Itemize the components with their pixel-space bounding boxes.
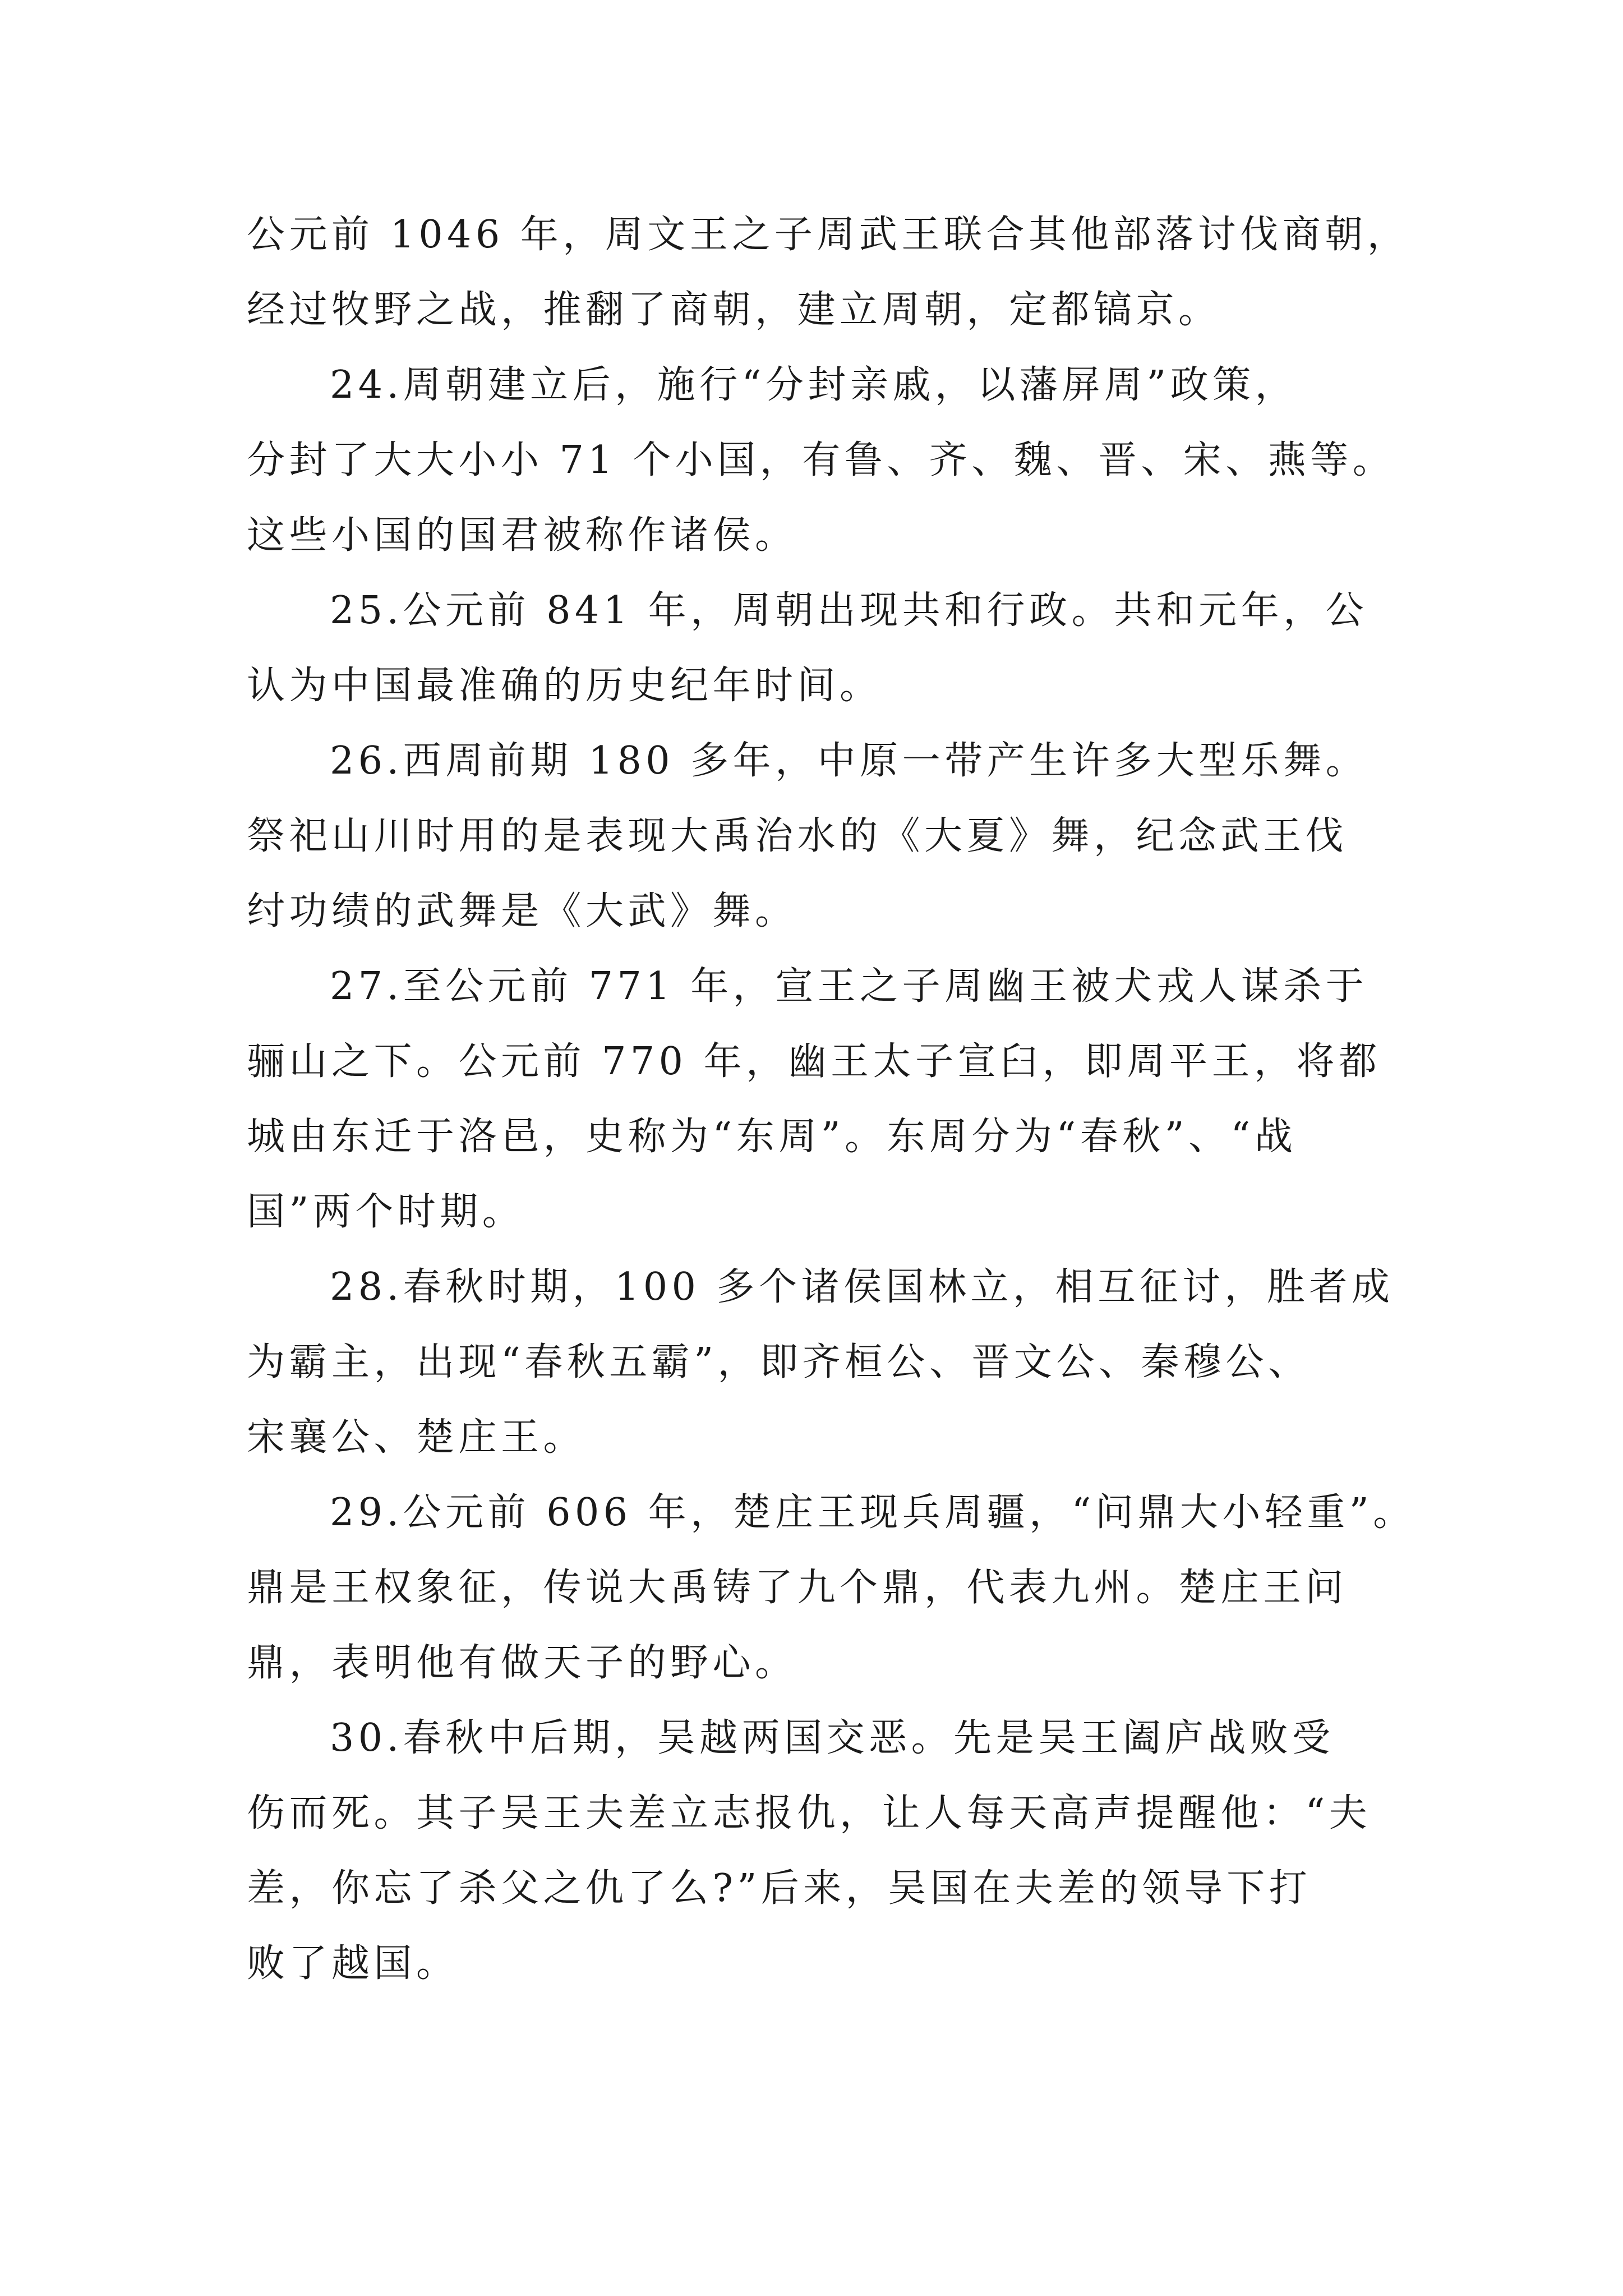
paragraph-line: 败了越国。 — [247, 1941, 459, 1986]
document-body — [247, 197, 1415, 2001]
paragraph-line: 经过牧野之战，推翻了商朝，建立周朝，定都镐京。 — [247, 288, 1221, 332]
paragraph-line: 为霸主，出现“春秋五霸”，即齐桓公、晋文公、秦穆公、 — [247, 1340, 1311, 1384]
paragraph-line: 国”两个时期。 — [247, 1190, 525, 1234]
paragraph-line: 这些小国的国君被称作诸侯。 — [247, 513, 797, 558]
paragraph-line: 认为中国最准确的历史纪年时间。 — [247, 664, 882, 708]
paragraph-line: 伤而死。其子吴王夫差立志报仇，让人每天高声提醒他：“夫 — [247, 1791, 1372, 1835]
paragraph-24-first-line: 24.周朝建立后，施行“分封亲戚，以藩屏周”政策， — [330, 363, 1298, 407]
paragraph-26-first-line: 26.西周前期 180 多年，中原一带产生许多大型乐舞。 — [330, 739, 1368, 783]
paragraph-25-first-line: 25.公元前 841 年，周朝出现共和行政。共和元年，公 — [330, 588, 1368, 633]
paragraph-28-first-line: 28.春秋时期，100 多个诸侯国林立，相互征讨，胜者成 — [330, 1265, 1394, 1309]
paragraph-line: 分封了大大小小 71 个小国，有鲁、齐、魏、晋、宋、燕等。 — [247, 438, 1395, 482]
paragraph-30-first-line: 30.春秋中后期，吴越两国交恶。先是吴王阖庐战败受 — [330, 1716, 1335, 1760]
paragraph-line: 公元前 1046 年，周文王之子周武王联合其他部落讨伐商朝， — [247, 213, 1410, 257]
paragraph-line: 鼎，表明他有做天子的野心。 — [247, 1641, 797, 1685]
paragraph-line: 鼎是王权象征，传说大禹铸了九个鼎，代表九州。楚庄王问 — [247, 1566, 1348, 1610]
paragraph-line: 差，你忘了杀父之仇了么?”后来，吴国在夫差的领导下打 — [247, 1866, 1312, 1911]
paragraph-line: 宋襄公、楚庄王。 — [247, 1415, 586, 1460]
paragraph-line: 纣功绩的武舞是《大武》舞。 — [247, 889, 797, 933]
paragraph-line: 祭祀山川时用的是表现大禹治水的《大夏》舞，纪念武王伐 — [247, 814, 1348, 858]
paragraph-line: 骊山之下。公元前 770 年，幽王太子宣臼，即周平王，将都 — [247, 1039, 1381, 1084]
paragraph-27-first-line: 27.至公元前 771 年，宣王之子周幽王被犬戎人谋杀于 — [330, 964, 1368, 1009]
paragraph-29-first-line: 29.公元前 606 年，楚庄王现兵周疆，“问鼎大小轻重”。 — [330, 1490, 1415, 1535]
paragraph-line: 城由东迁于洛邑，史称为“东周”。东周分为“春秋”、“战 — [247, 1115, 1297, 1159]
